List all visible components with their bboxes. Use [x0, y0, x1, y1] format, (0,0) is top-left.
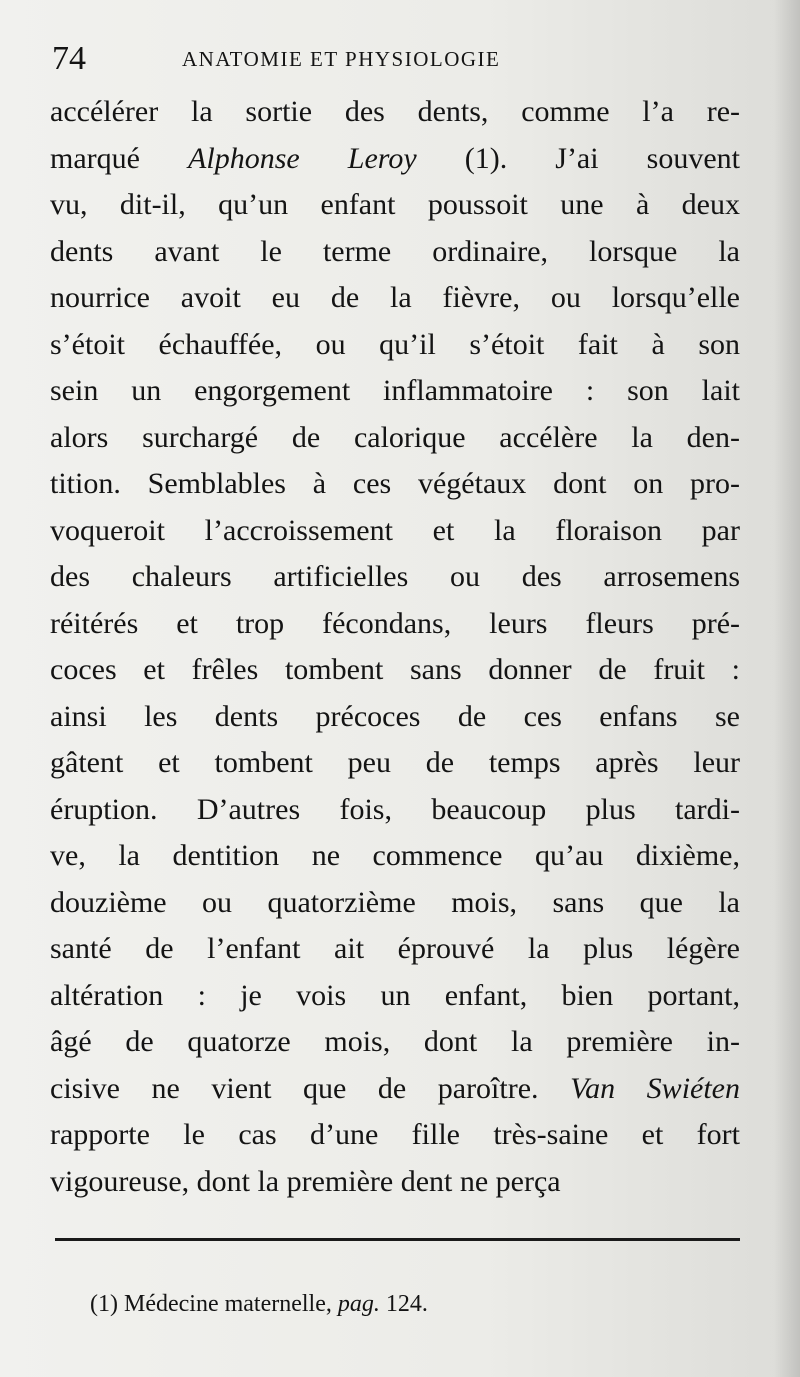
footnote-text: Médecine maternelle, [123, 1291, 332, 1317]
author-name: Alphonse Leroy [188, 141, 417, 175]
footnote-page-label: pag. [337, 1291, 380, 1317]
text-line: dents avant le terme ordinaire, lorsque la [50, 234, 740, 268]
text-line: accélérer la sortie des dents, comme l’a re- [50, 95, 740, 128]
footnote [90, 1284, 428, 1324]
text-line: douzième ou quatorzième mois, sans que la [50, 885, 740, 919]
text-line: cisive ne vient que de paroître. Van Swiéten [50, 1071, 740, 1105]
text-line: sein un engorgement inflammatoire : son lait [50, 374, 740, 407]
text-line: alors surchargé de calorique accélère la den- [50, 420, 740, 454]
text-line: âgé de quatorze mois, dont la première in- [50, 1025, 740, 1058]
text-line: éruption. D’autres fois, beaucoup plus tardi- [50, 792, 740, 826]
running-head: ANATOMIE ET PHYSIOLOGIE [182, 47, 501, 71]
text-line: réitérés et trop fécondans, leurs fleurs pré- [50, 606, 740, 640]
text-line: vigoureuse, dont la première dent ne perça [50, 1164, 561, 1198]
text-line: tition. Semblables à ces végétaux dont on pro- [50, 467, 740, 500]
footnote-page-number: 124. [385, 1291, 428, 1317]
text-line: des chaleurs artificielles ou des arrosemens [50, 560, 740, 593]
text-line: ve, la dentition ne commence qu’au dixième, [50, 839, 740, 872]
text-line: altération : je vois un enfant, bien portant, [50, 978, 740, 1012]
text-line: coces et frêles tombent sans donner de fruit : [50, 653, 740, 686]
body-text [50, 89, 740, 1205]
footnote-marker: (1) [90, 1291, 118, 1317]
page-header [52, 34, 742, 84]
text-line: nourrice avoit eu de la fièvre, ou lorsqu’elle [50, 281, 740, 314]
page-number: 74 [52, 40, 86, 77]
footnote-rule [55, 1238, 740, 1241]
text-line: santé de l’enfant ait éprouvé la plus légère [50, 932, 740, 965]
text-line: vu, dit-il, qu’un enfant poussoit une à deux [50, 188, 740, 221]
text-line: marqué Alphonse Leroy (1). J’ai souvent [50, 141, 740, 175]
text-line: s’étoit échauffée, ou qu’il s’étoit fait à son [50, 327, 740, 361]
text-line: ainsi les dents précoces de ces enfans se [50, 699, 740, 733]
text-line: gâtent et tombent peu de temps après leur [50, 746, 740, 779]
author-name: Van Swiéten [570, 1071, 740, 1105]
text-line: rapporte le cas d’une fille très-saine et fort [50, 1118, 740, 1151]
page-edge-shadow [774, 0, 800, 1377]
text-line: voqueroit l’accroissement et la floraison par [50, 513, 740, 547]
